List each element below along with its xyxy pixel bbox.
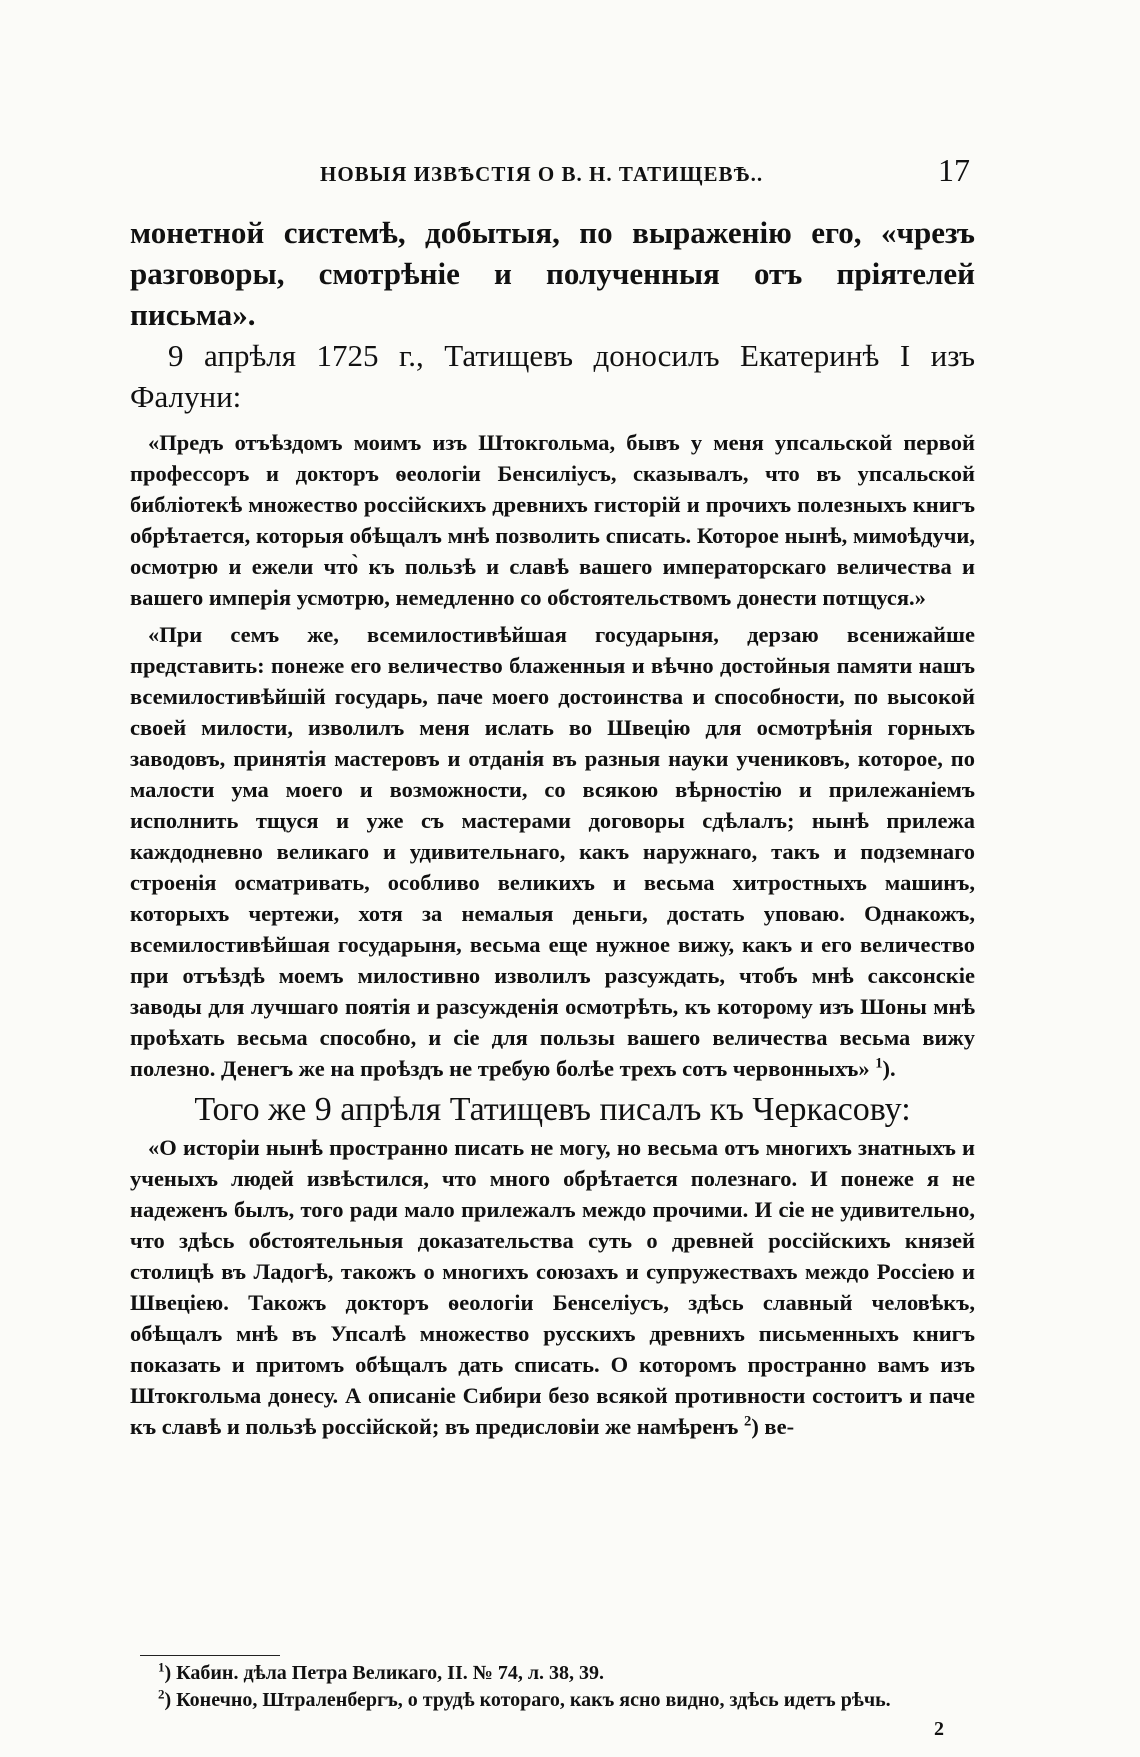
page-number: 17 xyxy=(938,152,970,188)
quote-letter-part-2 xyxy=(130,619,975,1084)
footnote-ref-2: 2 xyxy=(744,1413,752,1430)
paragraph-intro-letter: 9 апрѣля 1725 г., Татищевъ доносилъ Екатеринѣ I изъ Фалуни: xyxy=(130,338,975,414)
paragraph-continuation: монетной системѣ, добытыя, по выраженію его, «чрезъ разговоры, смотрѣніе и полученныя отъ пріятелей письма». xyxy=(130,215,975,332)
footnote-divider xyxy=(140,1655,280,1656)
section-lead-line: Того же 9 апрѣля Татищевъ писалъ къ Черкасову: xyxy=(194,1091,911,1128)
footnote-2-mark: 2 xyxy=(158,1686,165,1702)
footnote-1-mark: 1 xyxy=(158,1659,165,1675)
quote-letter-cherkasov xyxy=(130,1132,975,1442)
footnote-2-text: ) Конечно, Штраленбергъ, о трудѣ котораго, какъ ясно видно, здѣсь идетъ рѣчь. xyxy=(164,1689,891,1711)
signature-mark: 2 xyxy=(934,1718,944,1740)
page-header xyxy=(320,150,970,190)
quote-letter-cherkasov-tail: ) ве- xyxy=(751,1414,795,1439)
quote-letter-part-2-tail: ). xyxy=(882,1056,896,1081)
footnote-1 xyxy=(138,1660,976,1687)
running-head: НОВЫЯ ИЗВѢСТІЯ О В. Н. ТАТИЩЕВѢ.. xyxy=(320,162,764,186)
quote-letter-cherkasov-text: «О исторіи нынѣ пространно писать не могу, но весьма отъ многихъ знатныхъ и ученыхъ людей извѣстился, что много обрѣтается полезнаго. И понеже я не надеженъ былъ, того ради мало прилежалъ междо прочими. И сіе не удивительно, что здѣсь обстоятельныя доказательства суть о древней россійскихъ князей столицѣ въ Ладогѣ, такожъ о многихъ союзахъ и супружествахъ междо Россіею и Швеціею. Такожъ докторъ ѳеологіи Бенселіусъ, здѣсь славный человѣкъ, обѣщалъ мнѣ въ Упсалѣ множество русскихъ древнихъ письменныхъ книгъ показать и притомъ обѣщалъ дать списать. О которомъ пространно вамъ изъ Штокгольма донесу. А описаніе Сибири безо всякой противности состоитъ и паче къ славѣ и пользѣ россійской; въ предисловіи же намѣренъ xyxy=(130,1135,975,1439)
quote-letter-part-2-text: «При семъ же, всемилостивѣйшая государыня, дерзаю всенижайше представить: понеже его величество блаженныя и вѣчно достойныя памяти нашъ всемилостивѣйшій государь, паче моего достоинства и способности, по высокой своей милости, изволилъ меня ислать во Швецію для осмотрѣнія горныхъ заводовъ, принятія мастеровъ и отданія въ разныя науки учениковъ, которое, по малости ума моего и возможности, со всякою вѣрностію и прилежаніемъ исполнить тщуся и уже съ мастерами договоры сдѣлалъ; нынѣ прилежа каждодневно великаго и удивительнаго, какъ наружнаго, такъ и подземнаго строенія осматривать, особливо великихъ и весьма хитростныхъ машинъ, которыхъ чертежи, хотя за немалыя деньги, достать уповаю. Однакожъ, всемилостивѣйшая государыня, весьма еще нужное вижу, какъ и его величество при отъѣздѣ моемъ милостивно изволилъ разсуждать, чтобъ мнѣ саксонскіе заводы для лучшаго поятія и разсужденія осмотрѣть, къ которому изъ Шоны мнѣ проѣхать весьма способно, и сіе для пользы вашего величества весьма вижу полезно. Денегъ же на проѣздъ не требую болѣе трехъ сотъ червонныхъ» xyxy=(130,622,975,1081)
quote-letter-part-1: «Предъ отъѣздомъ моимъ изъ Штокгольма, бывъ у меня упсальской первой профессоръ и докторъ ѳеологіи Бенсиліусъ, сказывалъ, что въ упсальской библіотекѣ множество россійскихъ древнихъ гисторій и прочихъ полезныхъ книгъ обрѣтается, которыя обѣщалъ мнѣ позволить списать. Которое нынѣ, мимоѣдучи, осмотрю и ежели что̀ къ пользѣ и славѣ вашего императорскаго величества и вашего имперія усмотрю, немедленно со обстоятельствомъ донести потщуся.» xyxy=(130,430,975,610)
footnote-2 xyxy=(138,1687,976,1714)
footnote-1-text: ) Кабин. дѣла Петра Великаго, II. № 74, л. 38, 39. xyxy=(164,1662,605,1684)
main-text xyxy=(130,212,975,1442)
footnote-ref-1: 1 xyxy=(875,1055,883,1072)
footnotes xyxy=(138,1660,976,1714)
